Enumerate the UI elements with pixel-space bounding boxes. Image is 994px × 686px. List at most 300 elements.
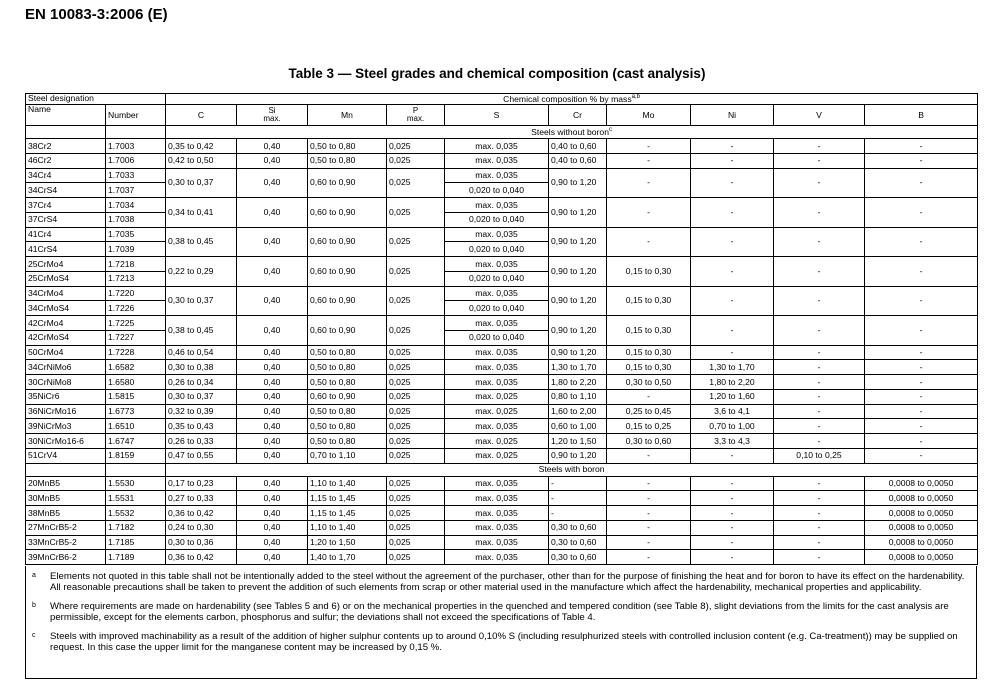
cell-s: max. 0,035 [445,375,549,390]
cell-si: 0,40 [237,316,308,346]
cell-p: 0,025 [387,476,445,491]
steel-designation-header: Steel designation [26,94,166,105]
cell-b: 0,0008 to 0,0050 [865,520,978,535]
steel-name: 33MnCrB5-2 [26,535,106,550]
cell-si: 0,40 [237,491,308,506]
cell-mn: 1,20 to 1,50 [308,535,387,550]
cell-mo: - [607,198,691,228]
cell-b: - [865,316,978,346]
steel-name: 20MnB5 [26,476,106,491]
footnote-text: Steels with improved machinability as a result of the addition of higher sulphur contents up to around 0,10% S (including resulphurized steels with controlled inclusion content (e.g. Ca-treatment)) may be supplied on request. In this case the upper limit for the manganese content may be increased by 0,15 %. [50,630,958,654]
table-title: Table 3 — Steel grades and chemical composition (cast analysis) [288,66,706,81]
cell-c: 0,30 to 0,37 [166,286,237,316]
cell-ni: - [691,316,774,346]
cell-v: - [774,360,865,375]
cell-s: 0,020 to 0,040 [445,330,549,345]
cell-cr: 0,60 to 1,00 [549,419,607,434]
cell-mo: 0,15 to 0,30 [607,316,691,346]
cell-p: 0,025 [387,153,445,168]
steel-number: 1.5531 [106,491,166,506]
cell-p: 0,025 [387,316,445,346]
c-header: C [166,105,237,126]
cell-b: - [865,345,978,360]
cell-s: 0,020 to 0,040 [445,301,549,316]
si-label: Si [268,106,276,115]
cell-s: 0,020 to 0,040 [445,183,549,198]
cell-mo: - [607,139,691,154]
cell-c: 0,30 to 0,37 [166,389,237,404]
cell-p: 0,025 [387,434,445,449]
cell-p: 0,025 [387,360,445,375]
steel-name: 25CrMoS4 [26,271,106,286]
cell-ni: - [691,476,774,491]
cell-cr: - [549,491,607,506]
cell-b: - [865,375,978,390]
cell-mn: 0,50 to 0,80 [308,434,387,449]
cell-si: 0,40 [237,375,308,390]
table-row [26,448,978,463]
steel-name: 34CrNiMo6 [26,360,106,375]
group-footnote-mark: c [608,127,612,134]
steel-number: 1.7003 [106,139,166,154]
cell-si: 0,40 [237,389,308,404]
table-row [26,375,978,390]
steel-name: 38MnB5 [26,506,106,521]
cell-v: - [774,491,865,506]
cell-ni: - [691,198,774,228]
cell-b: 0,0008 to 0,0050 [865,476,978,491]
si-max-label: max. [263,114,281,123]
cell-s: 0,020 to 0,040 [445,242,549,257]
table-row [26,550,978,565]
cell-mn: 0,60 to 0,90 [308,257,387,287]
cell-si: 0,40 [237,360,308,375]
number-header: Number [106,105,166,126]
cell-s: max. 0,035 [445,198,549,213]
cell-s: max. 0,035 [445,153,549,168]
steel-number: 1.7220 [106,286,166,301]
group-label: Steels without boron [531,127,609,138]
footnote-mark: c [32,631,36,639]
steel-number: 1.7228 [106,345,166,360]
cell-si: 0,40 [237,535,308,550]
cell-si: 0,40 [237,286,308,316]
steel-name: 42CrMoS4 [26,330,106,345]
cell-s: max. 0,025 [445,389,549,404]
cell-si: 0,40 [237,520,308,535]
cell-si: 0,40 [237,550,308,565]
cell-mn: 0,60 to 0,90 [308,227,387,257]
footnotes [25,566,977,679]
steel-name: 39NiCrMo3 [26,419,106,434]
table-row [26,227,978,242]
steel-name: 46Cr2 [26,153,106,168]
footnote-mark: a [32,572,36,579]
cell-b: - [865,153,978,168]
steel-number: 1.5530 [106,476,166,491]
cell-p: 0,025 [387,257,445,287]
steel-number: 1.5532 [106,506,166,521]
cell-cr: 0,80 to 1,10 [549,389,607,404]
cell-c: 0,32 to 0,39 [166,404,237,419]
cell-cr: - [549,476,607,491]
steel-name: 25CrMo4 [26,257,106,272]
cell-mo: - [607,520,691,535]
steel-number: 1.6582 [106,360,166,375]
steel-name: 27MnCrB5-2 [26,520,106,535]
cell-v: - [774,476,865,491]
cell-s: max. 0,025 [445,434,549,449]
steel-number: 1.7035 [106,227,166,242]
cell-ni: - [691,448,774,463]
steel-number: 1.7039 [106,242,166,257]
p-header [387,105,445,126]
steel-number: 1.7006 [106,153,166,168]
steel-number: 1.7227 [106,330,166,345]
cell-v: - [774,257,865,287]
cell-mn: 0,60 to 0,90 [308,198,387,228]
cell-ni: - [691,506,774,521]
group-blank-number [106,463,166,476]
cell-cr: 1,30 to 1,70 [549,360,607,375]
cell-mn: 1,15 to 1,45 [308,506,387,521]
cell-mo: 0,30 to 0,50 [607,375,691,390]
s-header: S [445,105,549,126]
footnote-a [26,571,976,594]
cell-p: 0,025 [387,520,445,535]
cell-mo: - [607,227,691,257]
steel-number: 1.6773 [106,404,166,419]
mn-header: Mn [308,105,387,126]
v-header: V [774,105,865,126]
cell-si: 0,40 [237,345,308,360]
cell-b: - [865,139,978,154]
steel-number: 1.8159 [106,448,166,463]
cell-b: - [865,198,978,228]
group-row-with-boron [26,463,978,476]
cell-c: 0,35 to 0,43 [166,419,237,434]
cell-v: - [774,139,865,154]
steel-name: 30MnB5 [26,491,106,506]
steel-number: 1.7037 [106,183,166,198]
cell-cr: 0,90 to 1,20 [549,316,607,346]
cell-cr: 0,90 to 1,20 [549,448,607,463]
steel-name: 51CrV4 [26,448,106,463]
document-header: EN 10083-3:2006 (E) [25,6,168,23]
cell-mo: - [607,448,691,463]
cell-ni: 0,70 to 1,00 [691,419,774,434]
chem-comp-header [166,94,978,105]
cell-v: - [774,419,865,434]
cell-v: - [774,520,865,535]
cell-c: 0,24 to 0,30 [166,520,237,535]
cell-s: max. 0,035 [445,535,549,550]
cell-b: - [865,227,978,257]
cell-mn: 1,10 to 1,40 [308,520,387,535]
cell-v: - [774,168,865,198]
cell-cr: 0,30 to 0,60 [549,550,607,565]
steel-name: 34CrS4 [26,183,106,198]
footnote-b [26,601,976,624]
cell-cr: 1,60 to 2,00 [549,404,607,419]
cell-p: 0,025 [387,506,445,521]
cell-mn: 1,10 to 1,40 [308,476,387,491]
cell-mn: 1,15 to 1,45 [308,491,387,506]
group-label-cell [166,126,978,139]
cell-mo: 0,15 to 0,30 [607,360,691,375]
footnote-c [26,631,976,654]
footnote-text: Where requirements are made on hardenability (see Tables 5 and 6) or on the mechanical properties in the quenched and tempered condition (see Table 8), slight deviations from the limits for the cast analysis are permissible, except for the elements carbon, phosphorus and sulfur; the deviations shall not exceed the specifications of Table 4. [50,600,949,624]
cell-mo: - [607,153,691,168]
cell-ni: - [691,153,774,168]
cell-ni: - [691,168,774,198]
cell-mo: - [607,389,691,404]
cell-mn: 0,60 to 0,90 [308,286,387,316]
cell-mo: 0,25 to 0,45 [607,404,691,419]
cell-v: - [774,345,865,360]
table-row [26,198,978,213]
cell-mo: 0,15 to 0,25 [607,419,691,434]
cell-b: 0,0008 to 0,0050 [865,491,978,506]
cell-b: - [865,360,978,375]
cell-b: - [865,404,978,419]
chem-comp-label: Chemical composition % by mass [503,94,632,105]
cell-v: - [774,227,865,257]
cell-mo: - [607,550,691,565]
cell-mo: 0,15 to 0,30 [607,345,691,360]
cell-mo: - [607,506,691,521]
p-label: P [412,106,419,115]
table-row [26,535,978,550]
cell-p: 0,025 [387,535,445,550]
cell-c: 0,30 to 0,37 [166,168,237,198]
cell-b: - [865,448,978,463]
cell-p: 0,025 [387,375,445,390]
cell-mn: 0,50 to 0,80 [308,345,387,360]
cell-b: - [865,286,978,316]
table-row [26,153,978,168]
cell-cr: 0,40 to 0,60 [549,139,607,154]
mo-header: Mo [607,105,691,126]
table-row [26,360,978,375]
cell-b: 0,0008 to 0,0050 [865,506,978,521]
cell-mn: 0,50 to 0,80 [308,419,387,434]
cell-ni: 1,20 to 1,60 [691,389,774,404]
steel-number: 1.7038 [106,212,166,227]
footnote-mark: b [32,601,36,609]
cell-b: - [865,389,978,404]
cell-cr: 0,90 to 1,20 [549,198,607,228]
cell-si: 0,40 [237,434,308,449]
steel-name: 35NiCr6 [26,389,106,404]
cell-v: - [774,404,865,419]
cell-s: max. 0,035 [445,476,549,491]
cell-si: 0,40 [237,419,308,434]
group-blank-name [26,463,106,476]
cell-c: 0,42 to 0,50 [166,153,237,168]
cell-mn: 0,50 to 0,80 [308,360,387,375]
cell-s: max. 0,025 [445,448,549,463]
cell-v: 0,10 to 0,25 [774,448,865,463]
cell-s: max. 0,035 [445,491,549,506]
cell-c: 0,47 to 0,55 [166,448,237,463]
cell-c: 0,38 to 0,45 [166,316,237,346]
cell-v: - [774,550,865,565]
cell-ni: - [691,227,774,257]
cell-si: 0,40 [237,227,308,257]
cell-ni: - [691,139,774,154]
cell-p: 0,025 [387,168,445,198]
steel-number: 1.7185 [106,535,166,550]
cell-c: 0,35 to 0,42 [166,139,237,154]
cell-p: 0,025 [387,389,445,404]
cell-s: max. 0,035 [445,286,549,301]
cell-v: - [774,535,865,550]
cell-b: - [865,257,978,287]
cell-cr: 0,90 to 1,20 [549,168,607,198]
cell-v: - [774,375,865,390]
steel-number: 1.7189 [106,550,166,565]
steel-name: 41CrS4 [26,242,106,257]
cell-p: 0,025 [387,491,445,506]
si-header [237,105,308,126]
cell-c: 0,30 to 0,38 [166,360,237,375]
cell-c: 0,17 to 0,23 [166,476,237,491]
cell-s: 0,020 to 0,040 [445,212,549,227]
name-header: Name [26,105,106,126]
cell-b: - [865,168,978,198]
steel-name: 38Cr2 [26,139,106,154]
cell-s: max. 0,035 [445,257,549,272]
cell-mn: 0,60 to 0,90 [308,316,387,346]
cell-p: 0,025 [387,345,445,360]
cell-ni: - [691,491,774,506]
cell-si: 0,40 [237,448,308,463]
cell-p: 0,025 [387,404,445,419]
steel-number: 1.7034 [106,198,166,213]
cell-si: 0,40 [237,404,308,419]
cell-cr: 0,30 to 0,60 [549,520,607,535]
cell-p: 0,025 [387,286,445,316]
steel-number: 1.5815 [106,389,166,404]
table-row [26,257,978,272]
cell-mn: 0,60 to 0,90 [308,389,387,404]
group-blank-number [106,126,166,139]
table-row [26,168,978,183]
cell-s: max. 0,035 [445,360,549,375]
b-header: B [865,105,978,126]
group-label-cell [166,463,978,476]
cell-si: 0,40 [237,506,308,521]
steel-number: 1.6510 [106,419,166,434]
table-row [26,419,978,434]
cell-si: 0,40 [237,168,308,198]
cell-ni: - [691,520,774,535]
steel-name: 37CrS4 [26,212,106,227]
steel-name: 36NiCrMo16 [26,404,106,419]
steel-name: 30NiCrMo16-6 [26,434,106,449]
cell-v: - [774,434,865,449]
footnote-text: Elements not quoted in this table shall not be intentionally added to the steel without the agreement of the purchaser, other than for the purpose of finishing the heat and for boron to have its effect on the hardenability. All reasonable precautions shall be taken to prevent the addition of such elements from scrap or other material used in the manufacture which affect the hardenability, mechanical properties and applicability. [50,571,965,594]
cell-p: 0,025 [387,550,445,565]
cell-c: 0,36 to 0,42 [166,550,237,565]
cell-ni: - [691,345,774,360]
steel-name: 42CrMo4 [26,316,106,331]
steel-number: 1.6747 [106,434,166,449]
cell-c: 0,26 to 0,34 [166,375,237,390]
cell-si: 0,40 [237,153,308,168]
cell-mn: 0,50 to 0,80 [308,375,387,390]
steel-number: 1.7225 [106,316,166,331]
cell-ni: 3,3 to 4,3 [691,434,774,449]
cell-ni: - [691,286,774,316]
cell-s: max. 0,035 [445,168,549,183]
cell-cr: 0,40 to 0,60 [549,153,607,168]
cell-c: 0,22 to 0,29 [166,257,237,287]
cell-mn: 0,50 to 0,80 [308,153,387,168]
group-blank-name [26,126,106,139]
cell-v: - [774,316,865,346]
ni-header: Ni [691,105,774,126]
cell-ni: 1,80 to 2,20 [691,375,774,390]
cell-ni: 3,6 to 4,1 [691,404,774,419]
cell-c: 0,46 to 0,54 [166,345,237,360]
cell-p: 0,025 [387,419,445,434]
cell-cr: 0,90 to 1,20 [549,227,607,257]
table-row [26,491,978,506]
cell-mo: 0,15 to 0,30 [607,257,691,287]
cell-p: 0,025 [387,448,445,463]
cell-si: 0,40 [237,198,308,228]
cell-b: 0,0008 to 0,0050 [865,550,978,565]
cell-cr: - [549,506,607,521]
cell-cr: 0,90 to 1,20 [549,286,607,316]
cell-mo: 0,15 to 0,30 [607,286,691,316]
cell-si: 0,40 [237,139,308,154]
cell-b: - [865,434,978,449]
cell-p: 0,025 [387,139,445,154]
steel-number: 1.7213 [106,271,166,286]
composition-table [25,93,978,565]
cell-mn: 1,40 to 1,70 [308,550,387,565]
cell-cr: 0,90 to 1,20 [549,345,607,360]
cell-c: 0,26 to 0,33 [166,434,237,449]
cell-cr: 1,80 to 2,20 [549,375,607,390]
group-row-without-boron [26,126,978,139]
cell-s: max. 0,035 [445,419,549,434]
table-row [26,316,978,331]
cell-b: - [865,419,978,434]
steel-number: 1.7218 [106,257,166,272]
table-row [26,520,978,535]
table-row [26,506,978,521]
steel-number: 1.7226 [106,301,166,316]
cell-v: - [774,286,865,316]
cell-s: max. 0,035 [445,550,549,565]
cell-s: max. 0,035 [445,520,549,535]
cell-c: 0,38 to 0,45 [166,227,237,257]
steel-name: 50CrMo4 [26,345,106,360]
cell-v: - [774,389,865,404]
cell-cr: 0,90 to 1,20 [549,257,607,287]
cell-mo: - [607,535,691,550]
table-row [26,139,978,154]
cell-mn: 0,50 to 0,80 [308,404,387,419]
cell-s: max. 0,035 [445,227,549,242]
steel-name: 30CrNiMo8 [26,375,106,390]
steel-number: 1.7182 [106,520,166,535]
cell-ni: - [691,535,774,550]
